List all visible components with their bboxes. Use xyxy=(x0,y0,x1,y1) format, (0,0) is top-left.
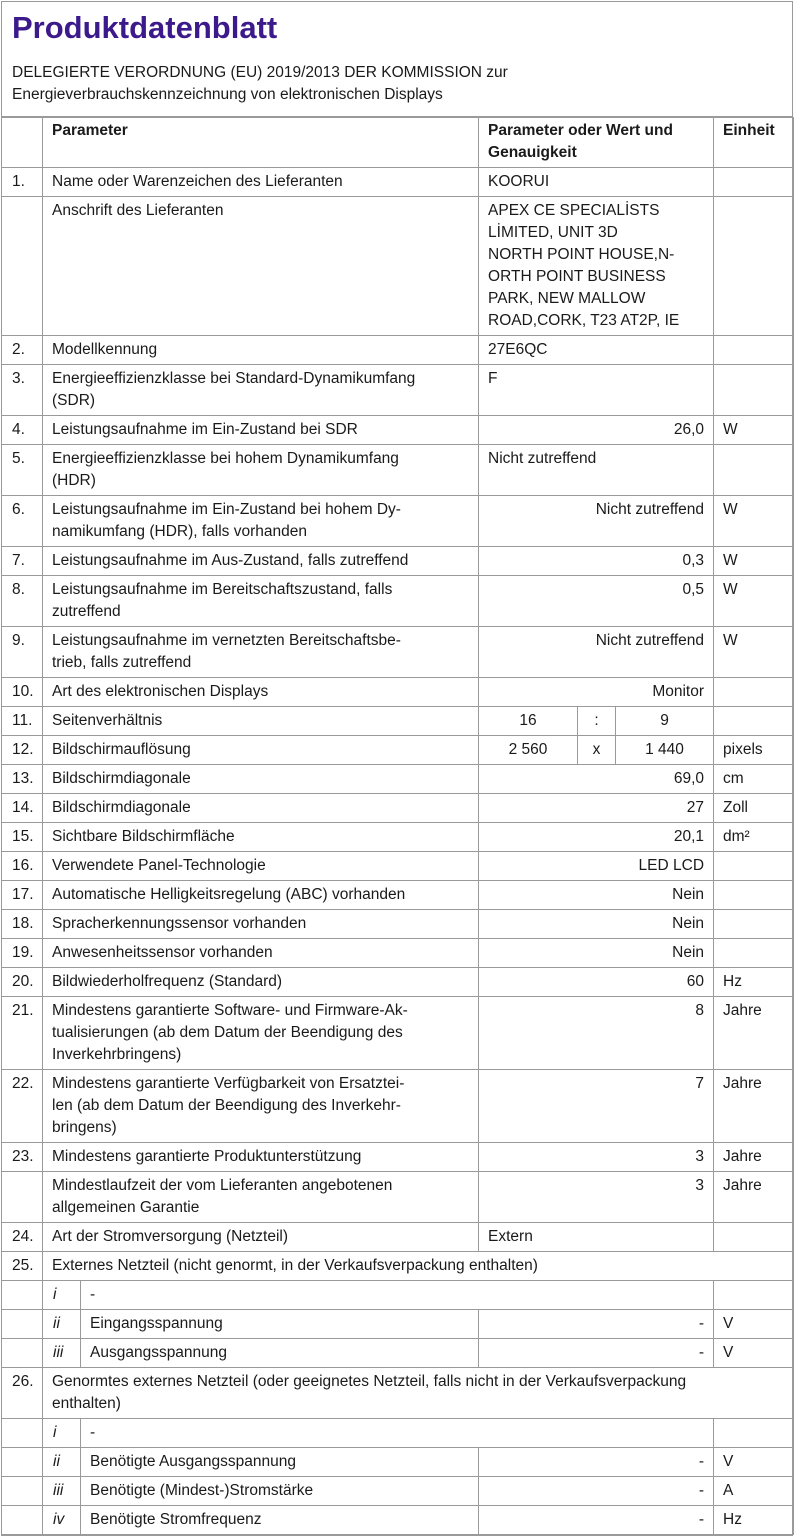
row-number xyxy=(2,1172,43,1223)
text-line: 26,0 xyxy=(673,421,705,438)
text-line: Nicht zutreffend xyxy=(595,501,705,518)
text-line: Leistungsaufnahme im vernetzten Bereitschaftsbe- xyxy=(52,632,401,649)
text-line: Mindestens garantierte Verfügbarkeit von Ersatztei- xyxy=(52,1075,405,1092)
unit-value: W xyxy=(714,627,794,678)
parameter-label xyxy=(43,416,479,445)
unit-value: Jahre xyxy=(714,997,794,1070)
value-header-line: Parameter oder Wert und xyxy=(488,122,673,139)
table-row xyxy=(2,765,794,794)
roman-numeral: i xyxy=(43,1419,81,1448)
split-value-right: 9 xyxy=(616,707,714,736)
unit-value xyxy=(714,910,794,939)
parameter-value xyxy=(479,823,714,852)
text-line: Nein xyxy=(672,915,705,932)
text-line: 0,5 xyxy=(682,581,705,598)
text-line: ORTH POINT BUSINESS xyxy=(488,268,666,285)
parameter-value xyxy=(479,336,714,365)
row-number: 9. xyxy=(2,627,43,678)
text-line: Extern xyxy=(488,1228,533,1245)
empty-number-cell xyxy=(2,1506,43,1535)
empty-number-cell xyxy=(2,1448,43,1477)
text-line: trieb, falls zutreffend xyxy=(52,654,192,671)
parameter-value xyxy=(479,852,714,881)
unit-value xyxy=(714,939,794,968)
unit-value: Hz xyxy=(714,1506,794,1535)
sub-item-value: - xyxy=(479,1448,714,1477)
split-separator: x xyxy=(578,736,616,765)
text-line: Name oder Warenzeichen des Lieferanten xyxy=(52,173,343,190)
table-row xyxy=(2,794,794,823)
parameter-label xyxy=(43,765,479,794)
parameter-table xyxy=(1,117,794,1535)
parameter-value xyxy=(479,939,714,968)
parameter-value xyxy=(479,678,714,707)
text-line: Leistungsaufnahme im Ein-Zustand bei SDR xyxy=(52,421,358,438)
table-row xyxy=(2,496,794,547)
text-line: LİMITED, UNIT 3D xyxy=(488,224,618,241)
text-line: 60 xyxy=(686,973,705,990)
parameter-value xyxy=(479,765,714,794)
text-line: Mindestens garantierte Produktunterstützung xyxy=(52,1148,362,1165)
text-line: Bildschirmdiagonale xyxy=(52,770,191,787)
unit-value xyxy=(714,852,794,881)
text-line: Energieeffizienzklasse bei Standard-Dynamikumfang xyxy=(52,370,416,387)
unit-value: Zoll xyxy=(714,794,794,823)
unit-value: pixels xyxy=(714,736,794,765)
parameter-label xyxy=(43,736,479,765)
text-line: Nein xyxy=(672,886,705,903)
subtitle-line: DELEGIERTE VERORDNUNG (EU) 2019/2013 DER KOMMISSION zur xyxy=(12,64,508,81)
text-line: 20,1 xyxy=(673,828,705,845)
text-line: Automatische Helligkeitsregelung (ABC) vorhanden xyxy=(52,886,406,903)
row-number: 12. xyxy=(2,736,43,765)
page-title: Produktdatenblatt xyxy=(12,10,278,45)
parameter-label xyxy=(43,707,479,736)
parameter-value xyxy=(479,1172,714,1223)
sub-item-label: Benötigte Stromfrequenz xyxy=(81,1506,479,1535)
text-line: Leistungsaufnahme im Ein-Zustand bei hohem Dy- xyxy=(52,501,401,518)
empty-number-cell xyxy=(2,1281,43,1310)
table-row xyxy=(2,939,794,968)
table-row xyxy=(2,1070,794,1143)
text-line: Sichtbare Bildschirmfläche xyxy=(52,828,235,845)
parameter-label xyxy=(43,365,479,416)
parameter-value xyxy=(479,547,714,576)
parameter-label xyxy=(43,678,479,707)
unit-value xyxy=(714,678,794,707)
unit-value: V xyxy=(714,1310,794,1339)
unit-value: V xyxy=(714,1448,794,1477)
split-value-left: 2 560 xyxy=(479,736,578,765)
parameter-label xyxy=(43,197,479,336)
parameter-label xyxy=(43,1143,479,1172)
row-number: 10. xyxy=(2,678,43,707)
text-line: Spracherkennungssensor vorhanden xyxy=(52,915,307,932)
table-row xyxy=(2,881,794,910)
sheet-header xyxy=(2,2,792,117)
row-number: 3. xyxy=(2,365,43,416)
parameter-label xyxy=(43,1172,479,1223)
row-number: 15. xyxy=(2,823,43,852)
row-number: 11. xyxy=(2,707,43,736)
text-line: Anwesenheitssensor vorhanden xyxy=(52,944,273,961)
text-line: (HDR) xyxy=(52,472,96,489)
row-number: 17. xyxy=(2,881,43,910)
parameter-label xyxy=(43,547,479,576)
sub-item-label: - xyxy=(81,1281,714,1310)
table-row xyxy=(2,627,794,678)
unit-value: dm² xyxy=(714,823,794,852)
row-number: 5. xyxy=(2,445,43,496)
text-line: Art des elektronischen Displays xyxy=(52,683,269,700)
subtitle-line: Energieverbrauchskennzeichnung von elektronischen Displays xyxy=(12,86,443,103)
unit-value: W xyxy=(714,547,794,576)
unit-value xyxy=(714,365,794,416)
parameter-value xyxy=(479,496,714,547)
roman-numeral: ii xyxy=(43,1448,81,1477)
text-line: Nicht zutreffend xyxy=(595,632,705,649)
text-line: Anschrift des Lieferanten xyxy=(52,202,224,219)
text-line: namikumfang (HDR), falls vorhanden xyxy=(52,523,307,540)
parameter-label xyxy=(43,910,479,939)
text-line: Seitenverhältnis xyxy=(52,712,163,729)
parameter-value xyxy=(479,968,714,997)
text-line: zutreffend xyxy=(52,603,121,620)
table-row xyxy=(2,968,794,997)
text-line: Art der Stromversorgung (Netzteil) xyxy=(52,1228,289,1245)
unit-value: W xyxy=(714,576,794,627)
parameter-value xyxy=(479,881,714,910)
text-line: Energieeffizienzklasse bei hohem Dynamikumfang xyxy=(52,450,399,467)
text-line: Mindestens garantierte Software- und Firmware-Ak- xyxy=(52,1002,408,1019)
text-line: ROAD,CORK, T23 AT2P, IE xyxy=(488,312,680,329)
table-row xyxy=(2,1143,794,1172)
parameter-label xyxy=(43,997,479,1070)
roman-numeral: iii xyxy=(43,1339,81,1368)
table-row xyxy=(2,736,794,765)
table-body xyxy=(2,118,794,1535)
parameter-value xyxy=(479,1070,714,1143)
table-row xyxy=(2,678,794,707)
table-row xyxy=(2,1223,794,1252)
parameter-value xyxy=(479,576,714,627)
text-line: Leistungsaufnahme im Aus-Zustand, falls zutreffend xyxy=(52,552,409,569)
parameter-header: Parameter xyxy=(43,118,479,168)
text-line: len (ab dem Datum der Beendigung des Inverkehr- xyxy=(52,1097,401,1114)
parameter-value xyxy=(479,168,714,197)
row-number: 23. xyxy=(2,1143,43,1172)
text-line: APEX CE SPECIALİSTS xyxy=(488,202,660,219)
unit-header: Einheit xyxy=(714,118,794,168)
parameter-label xyxy=(43,968,479,997)
text-line: Bildschirmauflösung xyxy=(52,741,191,758)
sub-item-row xyxy=(2,1339,794,1368)
text-line: KOORUI xyxy=(488,173,550,190)
parameter-label xyxy=(43,576,479,627)
text-line: Verwendete Panel-Technologie xyxy=(52,857,266,874)
parameter-label xyxy=(43,881,479,910)
text-line: enthalten) xyxy=(52,1395,121,1412)
unit-value xyxy=(714,1281,794,1310)
parameter-value xyxy=(479,794,714,823)
section-heading xyxy=(43,1252,794,1281)
num-header-cell xyxy=(2,118,43,168)
regulation-subtitle xyxy=(12,62,792,106)
unit-value xyxy=(714,197,794,336)
row-number: 4. xyxy=(2,416,43,445)
parameter-label xyxy=(43,1223,479,1252)
parameter-value xyxy=(479,1223,714,1252)
text-line: F xyxy=(488,370,498,387)
parameter-label xyxy=(43,852,479,881)
unit-value xyxy=(714,336,794,365)
unit-value: Hz xyxy=(714,968,794,997)
row-number: 25. xyxy=(2,1252,43,1281)
section-heading-row xyxy=(2,1368,794,1419)
empty-number-cell xyxy=(2,1310,43,1339)
unit-value xyxy=(714,168,794,197)
sub-item-label: Benötigte (Mindest-)Stromstärke xyxy=(81,1477,479,1506)
text-line: tualisierungen (ab dem Datum der Beendigung des xyxy=(52,1024,403,1041)
split-value-right: 1 440 xyxy=(616,736,714,765)
sub-item-value: - xyxy=(479,1339,714,1368)
text-line: 27E6QC xyxy=(488,341,548,358)
sub-item-value: - xyxy=(479,1477,714,1506)
unit-value xyxy=(714,445,794,496)
text-line: Mindestlaufzeit der vom Lieferanten angebotenen xyxy=(52,1177,393,1194)
parameter-label xyxy=(43,794,479,823)
row-number: 1. xyxy=(2,168,43,197)
table-row xyxy=(2,365,794,416)
sub-item-label: Ausgangsspannung xyxy=(81,1339,479,1368)
text-line: 0,3 xyxy=(682,552,705,569)
row-number: 14. xyxy=(2,794,43,823)
text-line: Inverkehrbringens) xyxy=(52,1046,182,1063)
value-header xyxy=(479,118,714,168)
text-line: Nein xyxy=(672,944,705,961)
empty-number-cell xyxy=(2,1419,43,1448)
text-line: bringens) xyxy=(52,1119,117,1136)
table-row xyxy=(2,445,794,496)
parameter-value xyxy=(479,627,714,678)
value-header-line: Genauigkeit xyxy=(488,144,577,161)
row-number: 19. xyxy=(2,939,43,968)
sub-item-row xyxy=(2,1448,794,1477)
row-number: 13. xyxy=(2,765,43,794)
section-heading xyxy=(43,1368,794,1419)
text-line: Bildschirmdiagonale xyxy=(52,799,191,816)
split-separator: : xyxy=(578,707,616,736)
text-line: Bildwiederholfrequenz (Standard) xyxy=(52,973,283,990)
parameter-value xyxy=(479,997,714,1070)
product-data-sheet xyxy=(1,1,793,1536)
text-line: Modellkennung xyxy=(52,341,158,358)
text-line: 69,0 xyxy=(673,770,705,787)
parameter-value xyxy=(479,1143,714,1172)
text-line: allgemeinen Garantie xyxy=(52,1199,200,1216)
text-line: Monitor xyxy=(652,683,705,700)
parameter-label xyxy=(43,445,479,496)
table-row xyxy=(2,197,794,336)
sub-item-label: Eingangsspannung xyxy=(81,1310,479,1339)
text-line: 3 xyxy=(695,1177,705,1194)
parameter-value xyxy=(479,197,714,336)
table-row xyxy=(2,1172,794,1223)
unit-value xyxy=(714,1223,794,1252)
table-row xyxy=(2,547,794,576)
table-row xyxy=(2,852,794,881)
text-line: Genormtes externes Netzteil (oder geeignetes Netzteil, falls nicht in der Verkaufsverpackung xyxy=(52,1373,687,1390)
sub-item-row xyxy=(2,1310,794,1339)
row-number: 7. xyxy=(2,547,43,576)
table-row xyxy=(2,707,794,736)
sub-item-row xyxy=(2,1281,794,1310)
parameter-label xyxy=(43,627,479,678)
unit-value: Jahre xyxy=(714,1172,794,1223)
table-row xyxy=(2,336,794,365)
text-line: Nicht zutreffend xyxy=(488,450,597,467)
parameter-value xyxy=(479,365,714,416)
unit-value xyxy=(714,1419,794,1448)
row-number: 2. xyxy=(2,336,43,365)
table-row xyxy=(2,416,794,445)
text-line: 27 xyxy=(686,799,705,816)
parameter-value xyxy=(479,445,714,496)
table-row xyxy=(2,823,794,852)
row-number: 21. xyxy=(2,997,43,1070)
parameter-label xyxy=(43,496,479,547)
empty-number-cell xyxy=(2,1477,43,1506)
text-line: (SDR) xyxy=(52,392,96,409)
unit-value: Jahre xyxy=(714,1070,794,1143)
unit-value: W xyxy=(714,416,794,445)
row-number xyxy=(2,197,43,336)
sub-item-value: - xyxy=(479,1310,714,1339)
unit-value: W xyxy=(714,496,794,547)
row-number: 20. xyxy=(2,968,43,997)
parameter-label xyxy=(43,823,479,852)
unit-value xyxy=(714,707,794,736)
text-line: 7 xyxy=(695,1075,705,1092)
text-line: LED LCD xyxy=(638,857,705,874)
parameter-value xyxy=(479,416,714,445)
unit-value: cm xyxy=(714,765,794,794)
roman-numeral: iii xyxy=(43,1477,81,1506)
row-number: 16. xyxy=(2,852,43,881)
text-line: NORTH POINT HOUSE,N- xyxy=(488,246,675,263)
text-line: PARK, NEW MALLOW xyxy=(488,290,646,307)
roman-numeral: ii xyxy=(43,1310,81,1339)
parameter-label xyxy=(43,336,479,365)
parameter-label xyxy=(43,939,479,968)
table-row xyxy=(2,168,794,197)
unit-value: A xyxy=(714,1477,794,1506)
sub-item-value: - xyxy=(479,1506,714,1535)
text-line: 3 xyxy=(695,1148,705,1165)
text-line: 8 xyxy=(695,1002,705,1019)
section-heading-row xyxy=(2,1252,794,1281)
sub-item-label: - xyxy=(81,1419,714,1448)
row-number: 6. xyxy=(2,496,43,547)
parameter-label xyxy=(43,1070,479,1143)
text-line: Externes Netzteil (nicht genormt, in der Verkaufsverpackung enthalten) xyxy=(52,1257,538,1274)
row-number: 24. xyxy=(2,1223,43,1252)
row-number: 26. xyxy=(2,1368,43,1419)
empty-number-cell xyxy=(2,1339,43,1368)
unit-value xyxy=(714,881,794,910)
sub-item-label: Benötigte Ausgangsspannung xyxy=(81,1448,479,1477)
table-header-row xyxy=(2,118,794,168)
table-row xyxy=(2,576,794,627)
sub-item-row xyxy=(2,1506,794,1535)
text-line: Leistungsaufnahme im Bereitschaftszustand, falls xyxy=(52,581,393,598)
unit-value: V xyxy=(714,1339,794,1368)
parameter-value xyxy=(479,910,714,939)
split-value-left: 16 xyxy=(479,707,578,736)
roman-numeral: i xyxy=(43,1281,81,1310)
roman-numeral: iv xyxy=(43,1506,81,1535)
row-number: 22. xyxy=(2,1070,43,1143)
table-row xyxy=(2,997,794,1070)
table-row xyxy=(2,910,794,939)
row-number: 18. xyxy=(2,910,43,939)
row-number: 8. xyxy=(2,576,43,627)
sub-item-row xyxy=(2,1419,794,1448)
parameter-label xyxy=(43,168,479,197)
sub-item-row xyxy=(2,1477,794,1506)
unit-value: Jahre xyxy=(714,1143,794,1172)
